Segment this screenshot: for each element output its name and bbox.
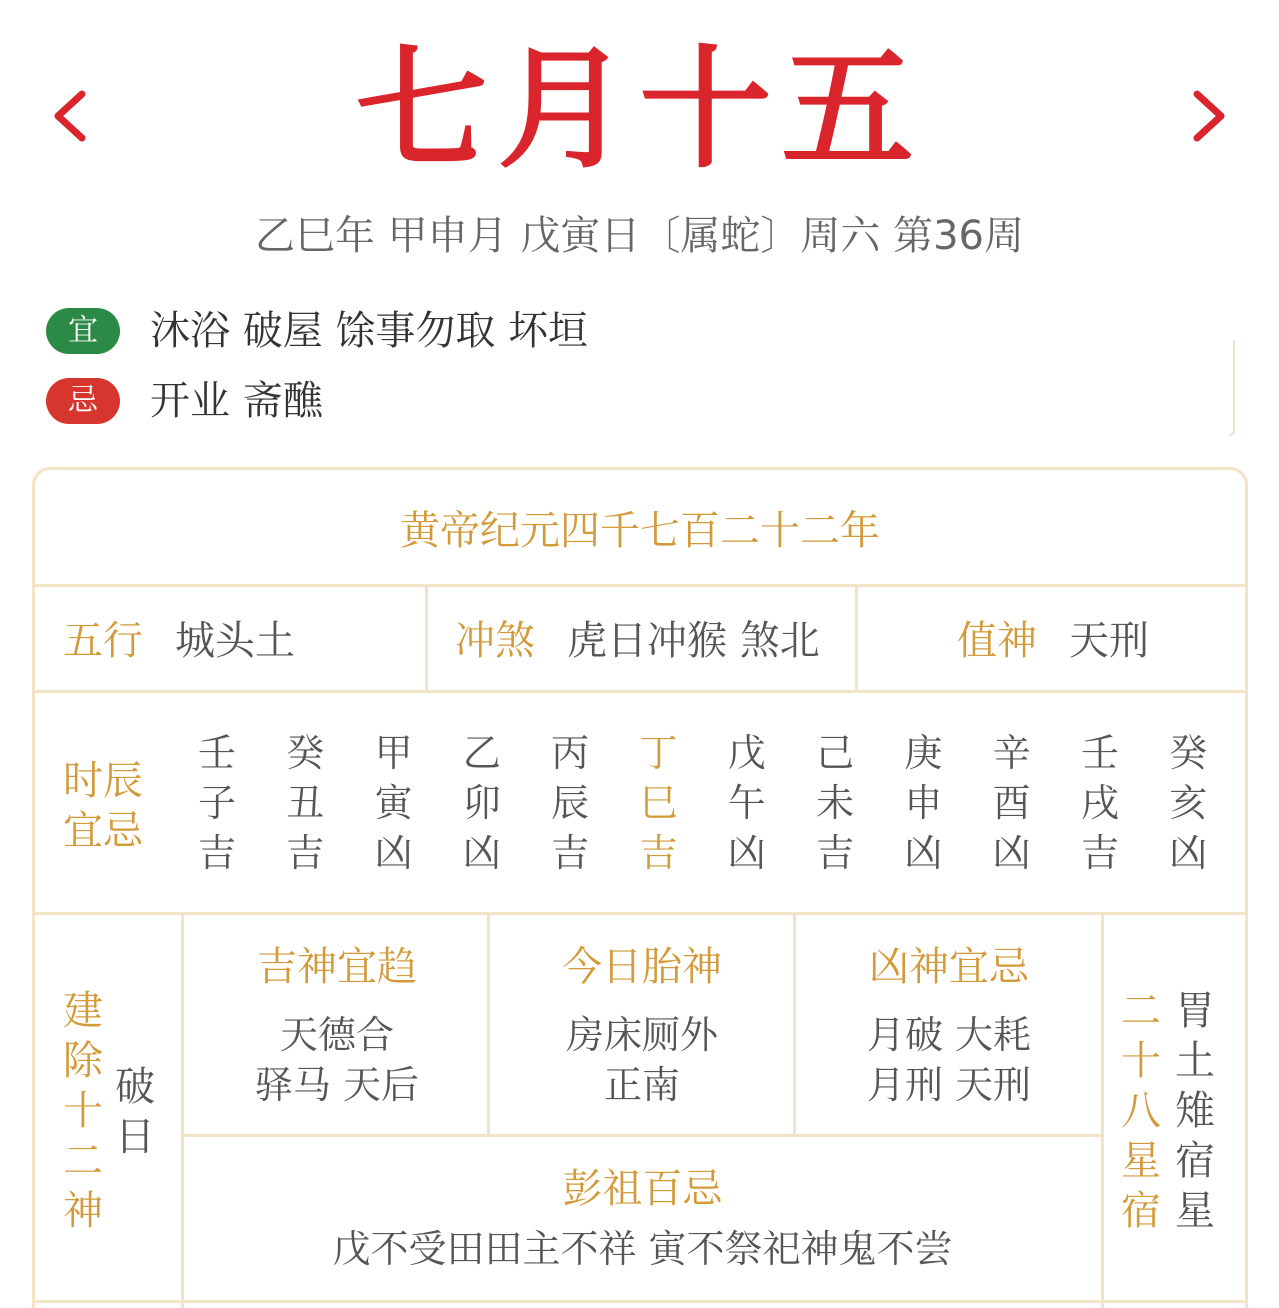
hour-branch: 未 — [816, 781, 855, 825]
hours-label-1: 时辰 — [63, 758, 143, 804]
ganzhi-date-line: 乙巳年 甲申月 戊寅日〔属蛇〕周六 第36周 — [254, 213, 1025, 259]
wuxing-value: 城头土 — [175, 618, 295, 664]
xiongshen-body: 月破 大耗 月刑 天刑 — [866, 1013, 1032, 1107]
hour-stem: 庚 — [904, 731, 943, 775]
hour-branch: 丑 — [286, 781, 325, 825]
jishen-title: 吉神宜趋 — [257, 944, 417, 990]
hour-column — [195, 728, 239, 878]
divider — [35, 912, 1245, 915]
yi-items: 沐浴 破屋 馀事勿取 坏垣 — [150, 308, 589, 354]
jianchu-value: 破 日 — [115, 1064, 155, 1160]
hour-luck: 吉 — [551, 831, 590, 875]
divider — [35, 1300, 1245, 1303]
divider — [855, 584, 858, 692]
chongsha-value: 虎日冲猴 煞北 — [567, 618, 820, 664]
ji-items: 开业 斋醮 — [150, 378, 323, 424]
hour-column — [813, 728, 857, 878]
taishen-title: 今日胎神 — [562, 944, 722, 990]
xiu-label: 二 十 八 星 宿 — [1121, 988, 1161, 1234]
next-day-button[interactable] — [1179, 78, 1239, 154]
hour-column — [1078, 728, 1122, 878]
hour-branch: 午 — [727, 781, 766, 825]
hour-branch: 亥 — [1169, 781, 1208, 825]
ji-row — [46, 376, 323, 426]
zhishen-label: 值神 — [957, 618, 1037, 664]
hour-branch: 巳 — [639, 781, 678, 825]
hour-branch: 寅 — [374, 781, 413, 825]
hour-stem: 戊 — [727, 731, 766, 775]
hour-column — [990, 728, 1034, 878]
jishen-body: 天德合 驿马 天后 — [254, 1013, 420, 1107]
hour-column — [372, 728, 416, 878]
hour-stem: 辛 — [992, 731, 1031, 775]
chongsha-label: 冲煞 — [455, 618, 535, 664]
yi-badge: 宜 — [46, 308, 120, 354]
hour-luck: 凶 — [992, 831, 1031, 875]
hour-luck-grid — [195, 728, 1235, 888]
hour-luck: 吉 — [1080, 831, 1119, 875]
divider — [425, 584, 428, 692]
chevron-right-icon — [1189, 88, 1229, 144]
hours-label-2: 宜忌 — [63, 808, 143, 854]
hour-luck: 凶 — [727, 831, 766, 875]
divider — [1101, 912, 1104, 1308]
hour-branch: 酉 — [992, 781, 1031, 825]
yi-row — [46, 306, 588, 356]
hour-luck: 凶 — [904, 831, 943, 875]
hour-luck: 凶 — [1169, 831, 1208, 875]
hour-column — [283, 728, 327, 878]
hour-stem: 癸 — [1169, 731, 1208, 775]
hour-column — [1166, 728, 1210, 878]
jianchu-label: 建 除 十 二 神 — [63, 988, 103, 1234]
ji-badge: 忌 — [46, 378, 120, 424]
divider — [35, 584, 1245, 587]
hour-branch: 卯 — [462, 781, 501, 825]
hour-branch: 戌 — [1080, 781, 1119, 825]
hour-stem: 甲 — [374, 731, 413, 775]
hour-luck: 吉 — [639, 831, 678, 875]
hour-branch: 子 — [197, 781, 236, 825]
divider — [35, 690, 1245, 693]
pengzu-text: 戊不受田田主不祥 寅不祭祀神鬼不尝 — [332, 1227, 953, 1271]
side-decoration — [1229, 340, 1235, 436]
hour-column — [548, 728, 592, 878]
zhishen-value: 天刑 — [1069, 618, 1149, 664]
wuxing-label: 五行 — [63, 618, 143, 664]
divider — [184, 1134, 1101, 1137]
hour-luck: 吉 — [197, 831, 236, 875]
hour-stem: 丁 — [639, 731, 678, 775]
hour-column — [901, 728, 945, 878]
hour-luck: 吉 — [286, 831, 325, 875]
hour-luck: 凶 — [462, 831, 501, 875]
hour-branch: 辰 — [551, 781, 590, 825]
hour-stem: 丙 — [551, 731, 590, 775]
hour-column — [460, 728, 504, 878]
era-title: 黄帝纪元四千七百二十二年 — [400, 508, 880, 554]
hour-luck: 凶 — [374, 831, 413, 875]
hour-branch: 申 — [904, 781, 943, 825]
hour-stem: 壬 — [1080, 731, 1119, 775]
almanac-card — [32, 467, 1248, 1308]
pengzu-title: 彭祖百忌 — [562, 1166, 723, 1212]
hour-stem: 己 — [816, 731, 855, 775]
hour-column — [725, 728, 769, 878]
hour-stem: 乙 — [462, 731, 501, 775]
hour-luck: 吉 — [816, 831, 855, 875]
lunar-date-title: 七月十五 — [355, 32, 924, 187]
xiongshen-title: 凶神宜忌 — [869, 944, 1029, 990]
hour-column — [637, 728, 681, 878]
taishen-body: 房床厕外 正南 — [565, 1013, 718, 1107]
hour-stem: 壬 — [197, 731, 236, 775]
hour-stem: 癸 — [286, 731, 325, 775]
xiu-value: 胃 土 雉 宿 星 — [1175, 988, 1215, 1234]
